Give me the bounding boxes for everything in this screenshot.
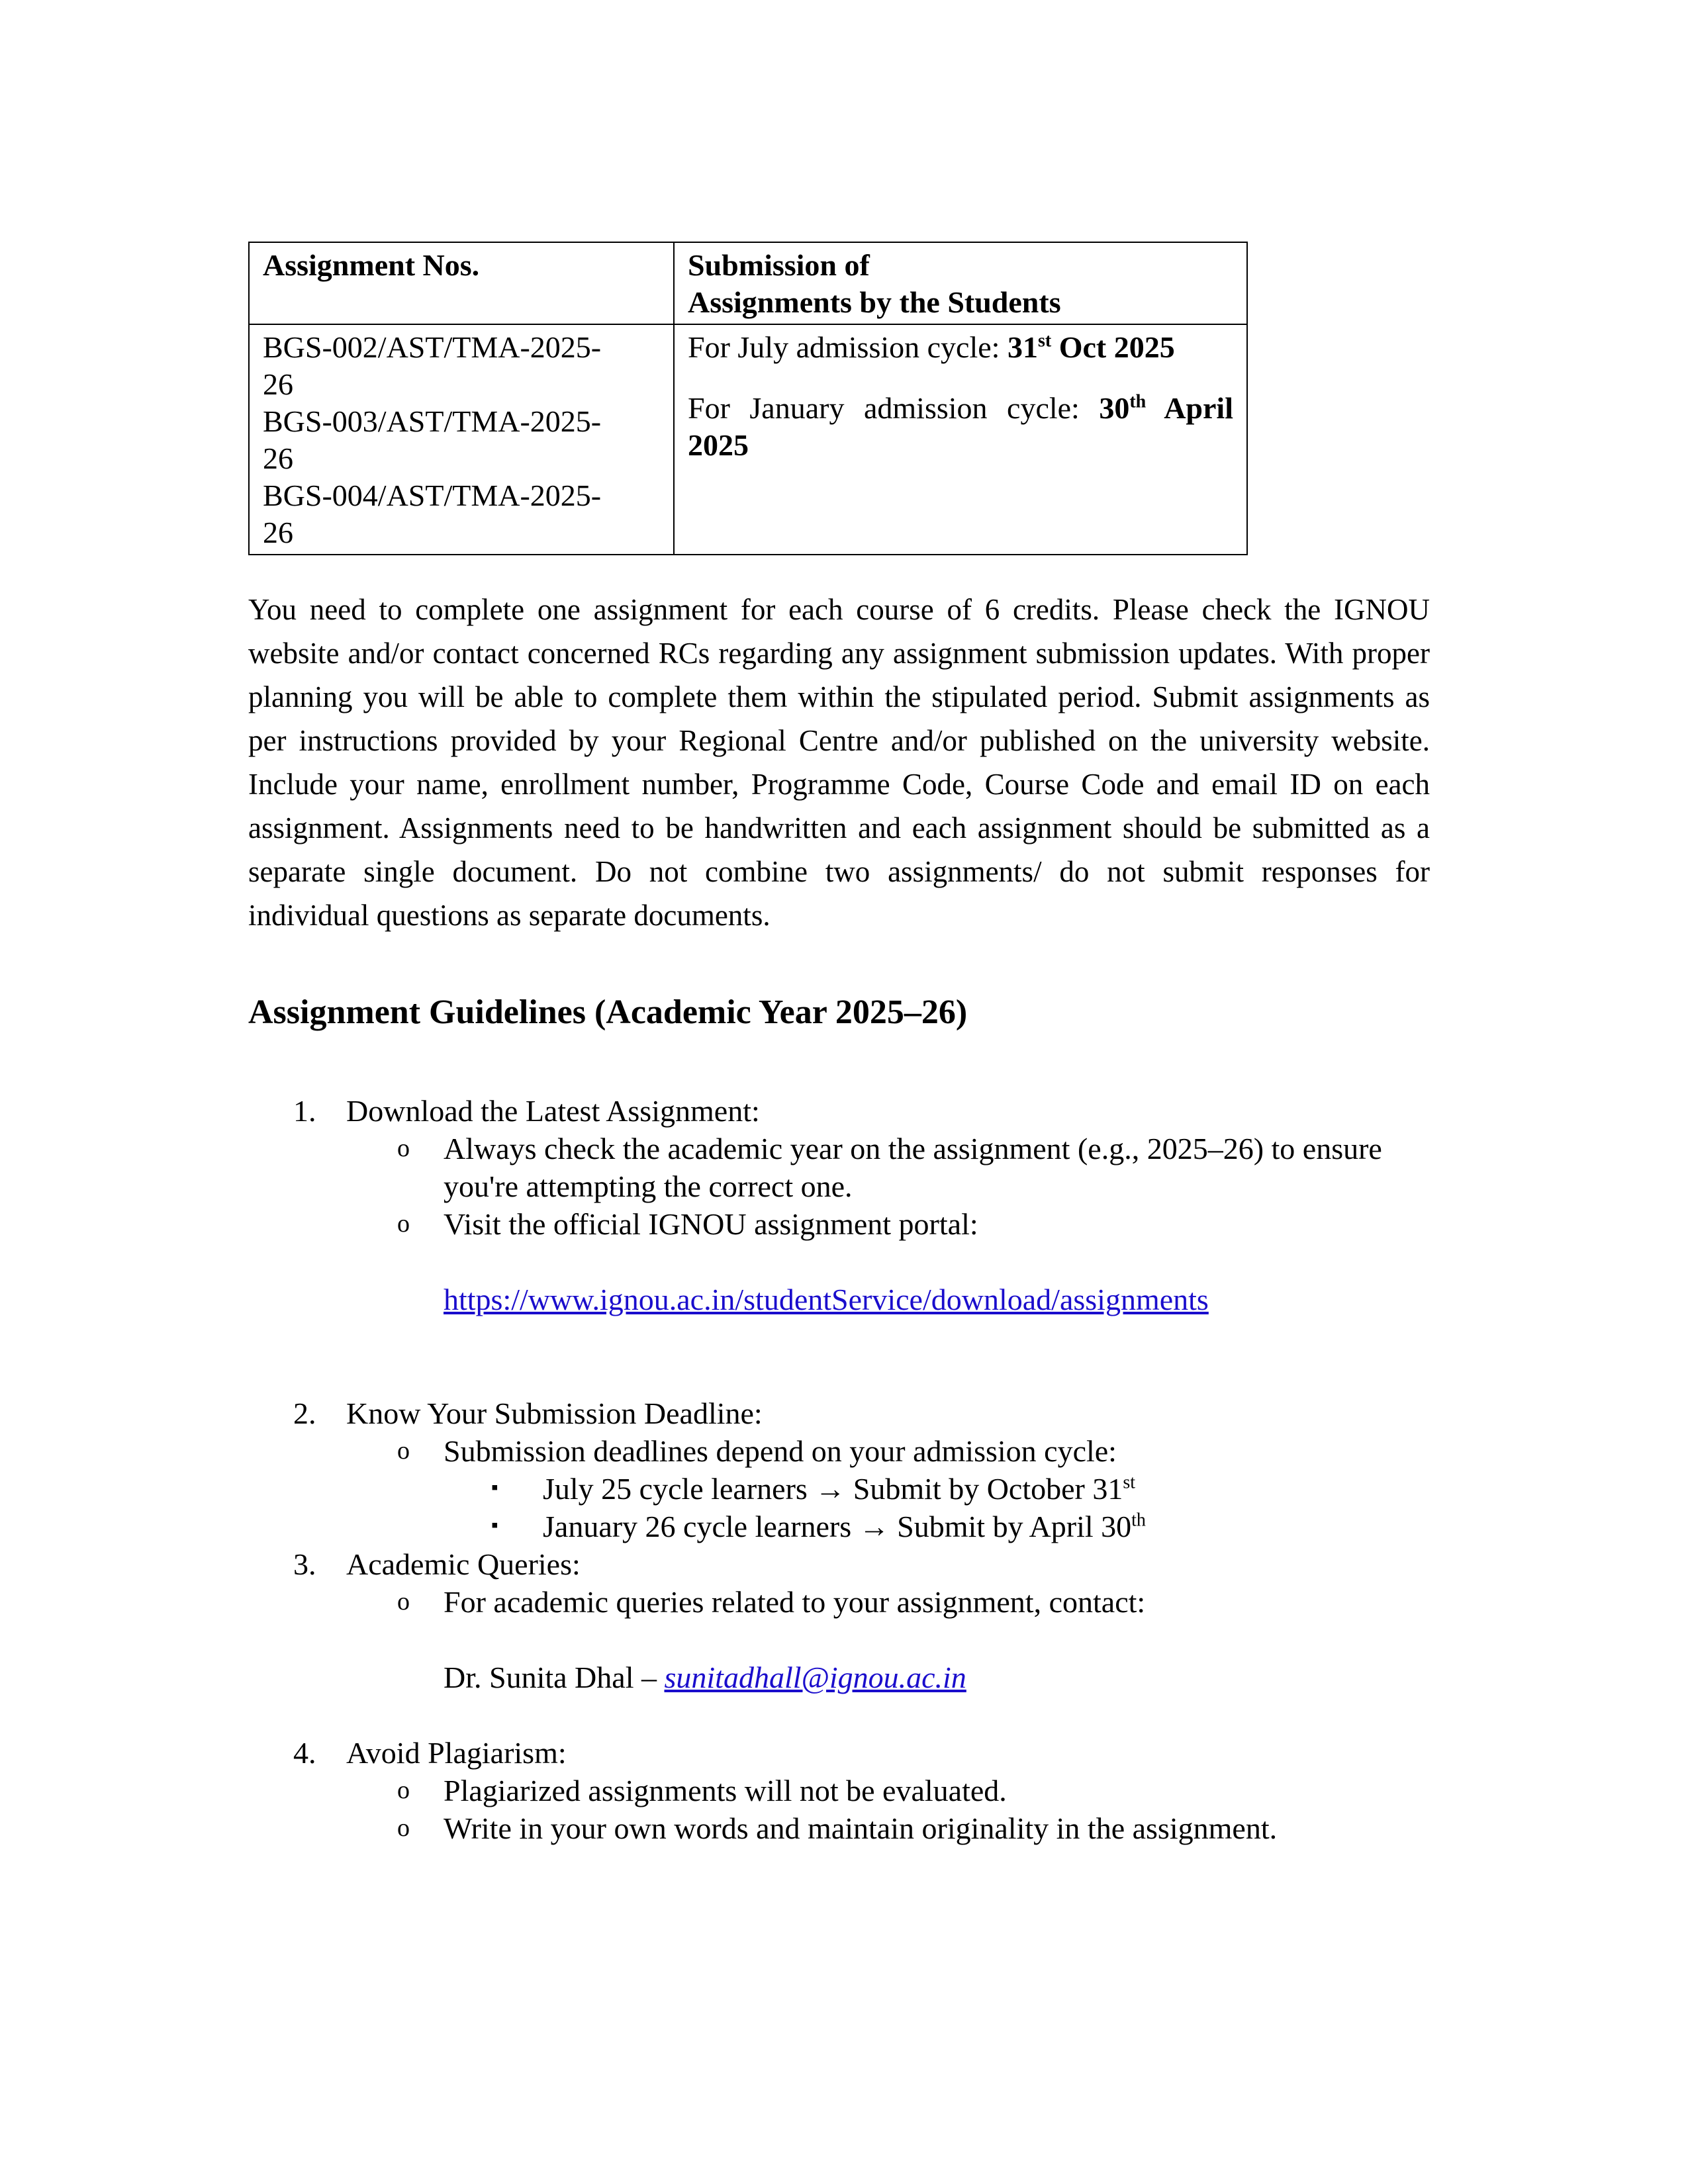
table-header-row xyxy=(249,242,1247,324)
circle-bullet-icon: o xyxy=(397,1437,410,1465)
guideline-item-plagiarism xyxy=(248,1734,1440,1772)
circle-bullet-icon: o xyxy=(397,1588,410,1615)
contact-line xyxy=(444,1659,1440,1696)
item-number: 2. xyxy=(293,1396,316,1430)
guidelines-heading: Assignment Guidelines (Academic Year 2025–26) xyxy=(248,993,968,1031)
guideline-item-download xyxy=(248,1092,1440,1130)
contact-email-link[interactable]: sunitadhall@ignou.ac.in xyxy=(664,1661,966,1694)
header-submission xyxy=(674,242,1247,324)
guideline-item-queries xyxy=(248,1545,1440,1583)
contact-name: Dr. Sunita Dhal – xyxy=(444,1661,665,1694)
square-bullet-icon: ▪ xyxy=(491,1514,498,1536)
item-number: 1. xyxy=(293,1094,316,1128)
item-number: 3. xyxy=(293,1547,316,1581)
sub-item: o Write in your own words and maintain originality in the assignment. xyxy=(444,1809,1440,1847)
sub-item: o Submission deadlines depend on your admission cycle: xyxy=(444,1432,1440,1470)
deadline-bullet-january: ▪ January 26 cycle learners → Submit by April 30th xyxy=(543,1508,1440,1545)
header-submission-line1: Submission of xyxy=(688,248,870,282)
item-title: Download the Latest Assignment: xyxy=(346,1094,760,1128)
header-submission-line2: Assignments by the Students xyxy=(688,285,1061,319)
sub-item: o Always check the academic year on the assignment (e.g., 2025–26) to ensure you're attempting the correct one. xyxy=(444,1130,1440,1205)
sub-item: o Plagiarized assignments will not be evaluated. xyxy=(444,1772,1440,1809)
assignment-codes-cell xyxy=(249,324,674,555)
january-cycle-deadline: For January admission cycle: 30th April 2025 xyxy=(688,391,1233,462)
intro-paragraph: You need to complete one assignment for each course of 6 credits. Please check the IGNOU website and/or contact concerned RCs regarding any assignment submission updates. With proper planning you will be able to complete them within the stipulated period. Submit assignments as per instructions provided by your Regional Centre and/or published on the university website. Include your name, enrollment number, Programme Code, Course Code and email ID on each assignment. Assignments need to be handwritten and each assignment should be submitted as a separate single document. Do not combine two assignments/ do not submit responses for individual questions as separate documents. xyxy=(248,593,1430,932)
circle-bullet-icon: o xyxy=(397,1814,410,1842)
item-title: Academic Queries: xyxy=(346,1547,581,1581)
sub-item: o Visit the official IGNOU assignment portal: xyxy=(444,1205,1440,1243)
assignment-code: BGS-003/AST/TMA-2025- 26 xyxy=(263,404,602,475)
header-assignment-nos: Assignment Nos. xyxy=(249,242,674,324)
circle-bullet-icon: o xyxy=(397,1134,410,1162)
sub-item: o For academic queries related to your assignment, contact: xyxy=(444,1583,1440,1621)
circle-bullet-icon: o xyxy=(397,1776,410,1804)
submission-dates-cell xyxy=(674,324,1247,555)
item-title: Know Your Submission Deadline: xyxy=(346,1396,763,1430)
deadline-bullet-july: ▪ July 25 cycle learners → Submit by October 31st xyxy=(543,1470,1440,1508)
assignment-code: BGS-002/AST/TMA-2025- 26 xyxy=(263,330,602,401)
circle-bullet-icon: o xyxy=(397,1210,410,1238)
july-cycle-deadline: For July admission cycle: 31st Oct 2025 xyxy=(688,330,1175,364)
item-title: Avoid Plagiarism: xyxy=(346,1736,567,1770)
portal-link-line xyxy=(444,1281,1440,1318)
assignment-code: BGS-004/AST/TMA-2025- 26 xyxy=(263,478,602,549)
table-row xyxy=(249,324,1247,555)
square-bullet-icon: ▪ xyxy=(491,1477,498,1498)
guidelines-list xyxy=(248,1092,1440,1847)
assignment-portal-link[interactable]: https://www.ignou.ac.in/studentService/download/assignments xyxy=(444,1283,1209,1316)
guideline-item-deadline xyxy=(248,1394,1440,1432)
item-number: 4. xyxy=(293,1736,316,1770)
submission-schedule-table xyxy=(248,242,1248,555)
